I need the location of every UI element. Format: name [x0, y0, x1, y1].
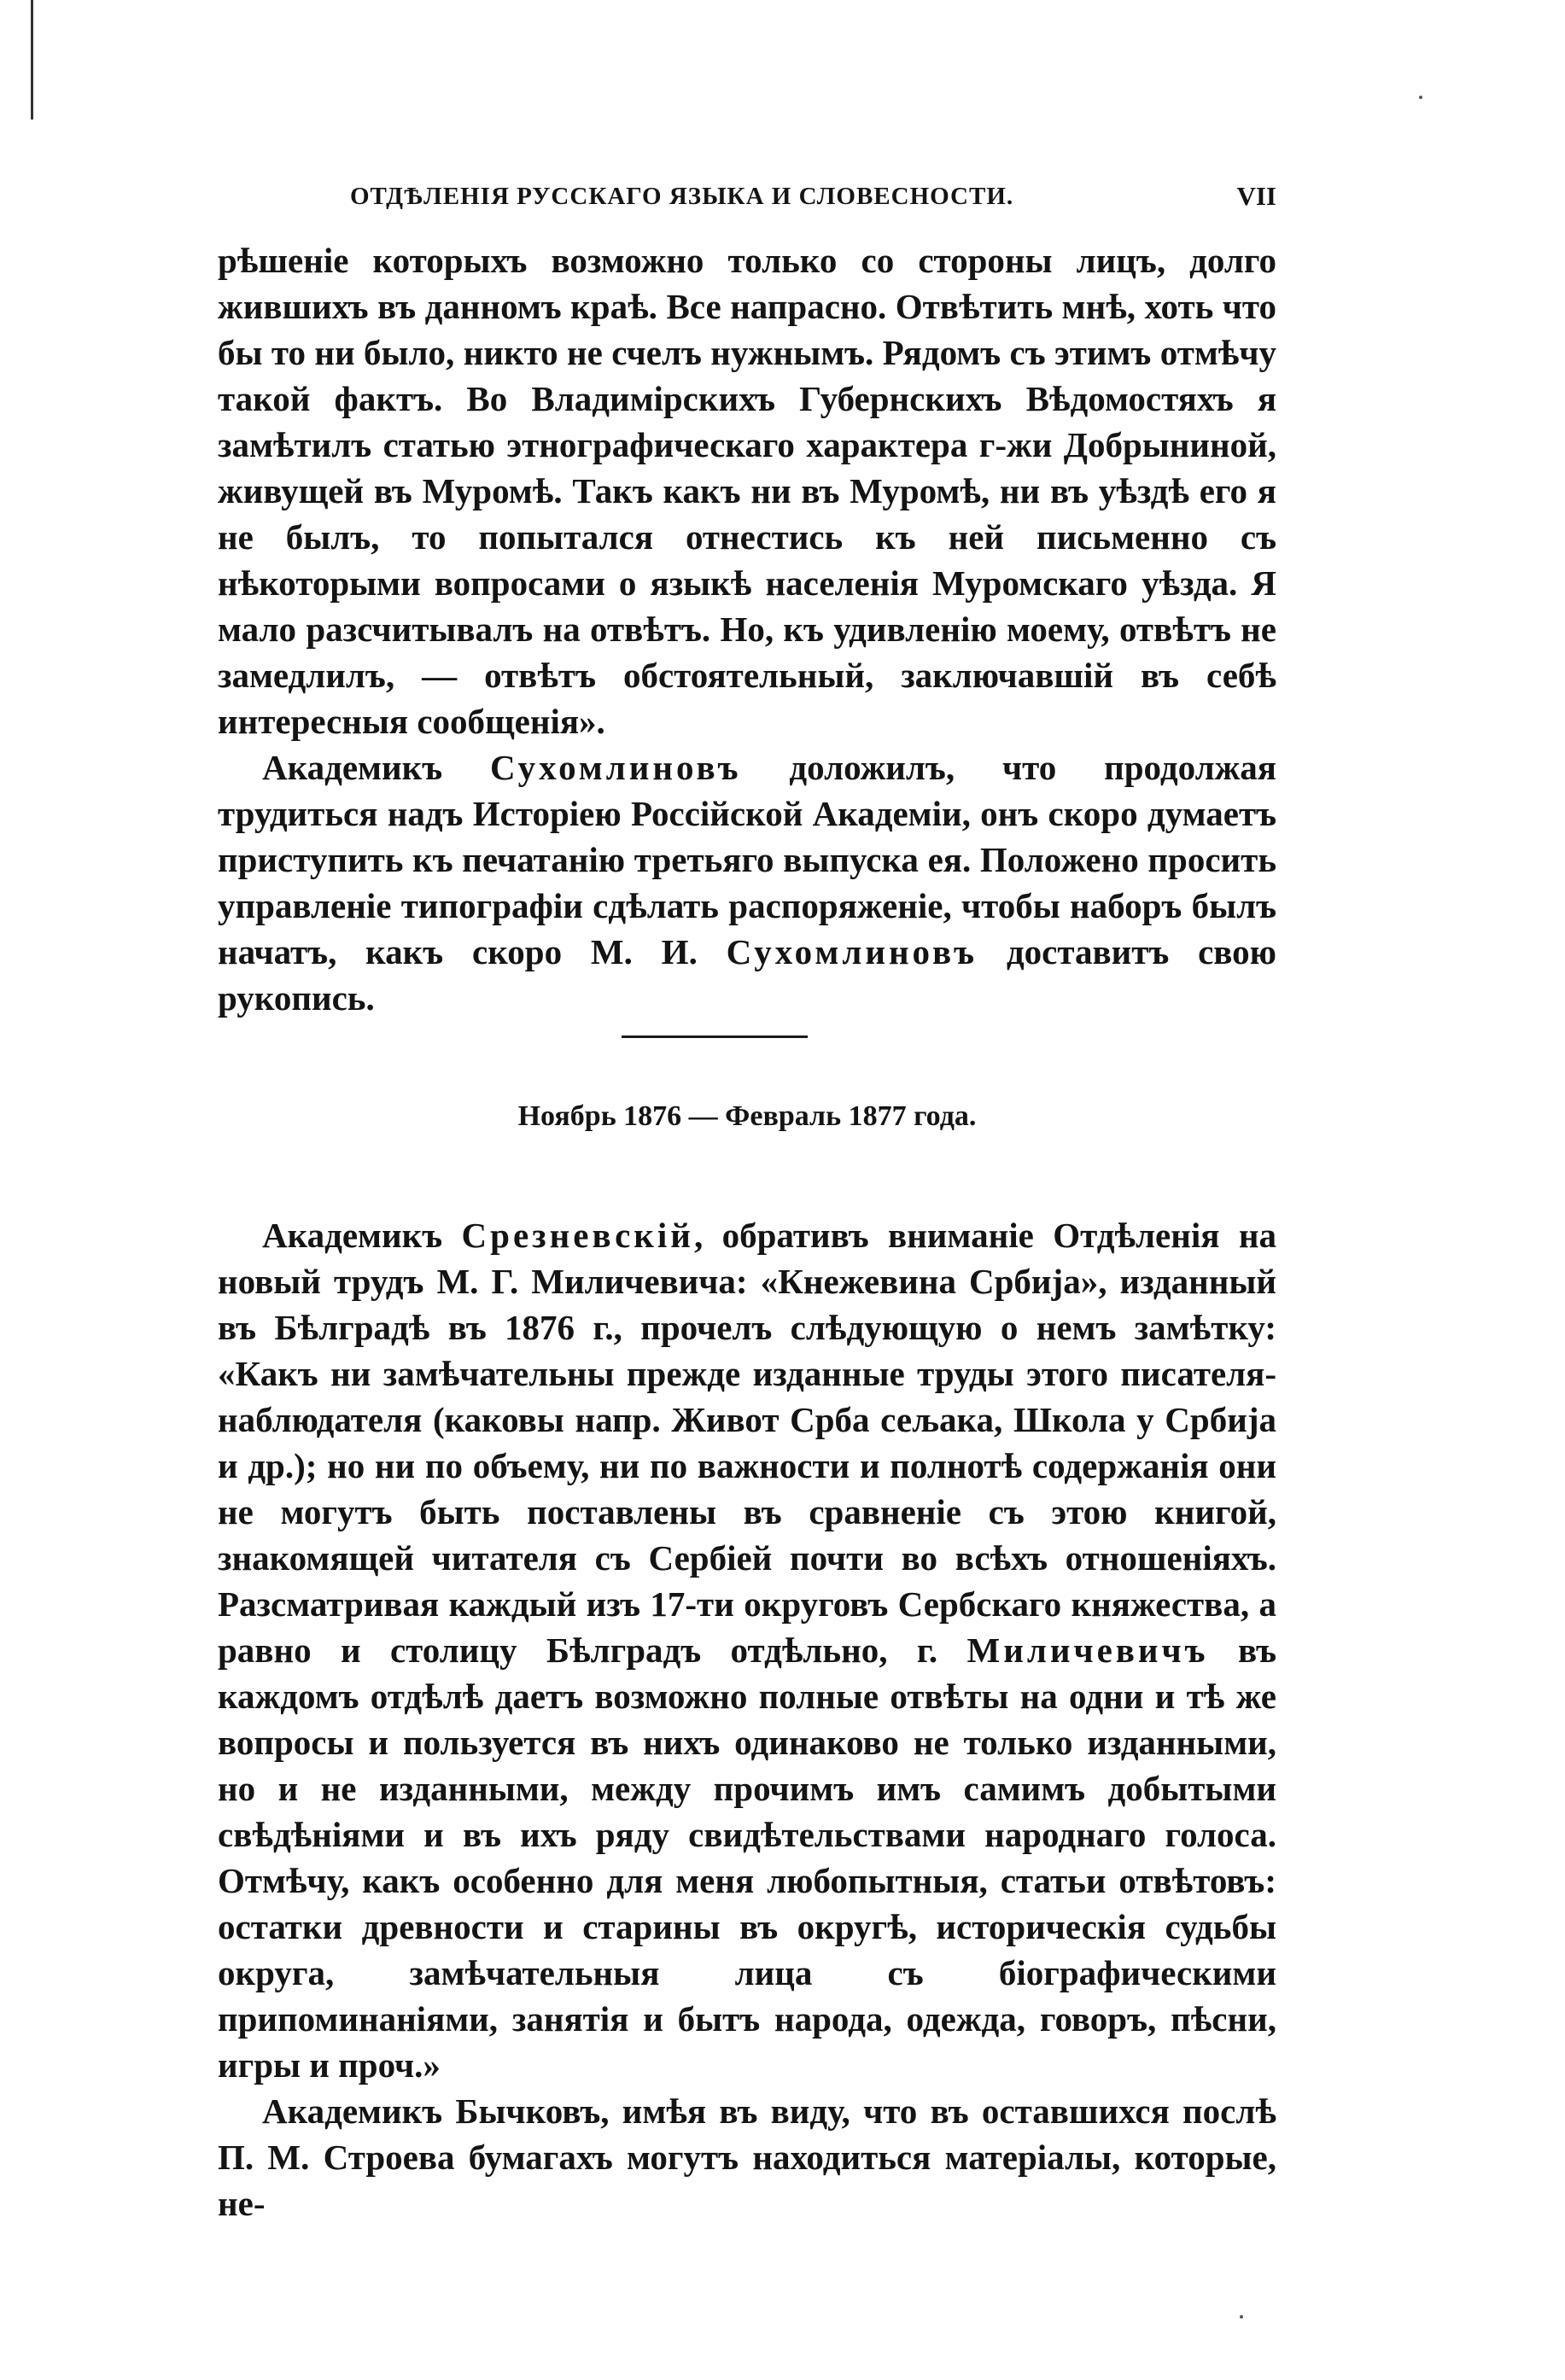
- paragraph-text: Академикъ: [262, 1216, 462, 1255]
- scan-edge-mark: [31, 0, 33, 120]
- scan-speck: [1240, 2315, 1243, 2319]
- person-name: Сухомлиновъ: [490, 748, 742, 787]
- paragraph-text: Академикъ: [262, 748, 491, 787]
- paragraph-text: доставитъ свою рукопись.: [218, 932, 1276, 1018]
- person-name: Миличевичъ: [966, 1630, 1209, 1670]
- section-divider: [622, 1035, 808, 1038]
- paragraph-text: въ каждомъ отдѣлѣ даетъ возможно полные отвѣты на одни и тѣ же вопросы и пользуется въ нихъ одинаково не только изданными, но и не изданными, между прочимъ имъ самимъ добытыми свѣдѣніями и въ ихъ ряду свидѣтельствами народнаго голоса. Отмѣчу, какъ особенно для меня любопытныя, статьи отвѣтовъ: остатки древности и старины въ округѣ, историческія судьбы округа, замѣчательныя лица съ біографическими припоминаніями, занятія и бытъ народа, одежда, говоръ, пѣсни, игры и проч.»: [218, 1630, 1276, 2085]
- scan-speck: [1419, 96, 1422, 99]
- text-block-bottom: [218, 1212, 1276, 2226]
- page-header: [218, 175, 1276, 218]
- paragraph-sukhomlinov: [218, 744, 1276, 1021]
- text-block-top: [218, 237, 1276, 1021]
- section-date-heading: Ноябрь 1876 — Февраль 1877 года.: [517, 1100, 977, 1132]
- running-title: ОТДѢЛЕНІЯ РУССКАГО ЯЗЫКА И СЛОВЕСНОСТИ.: [350, 183, 1014, 210]
- paragraph-continued: рѣшеніе которыхъ возможно только со стороны лицъ, долго жившихъ въ данномъ краѣ. Все напрасно. Отвѣтить мнѣ, хоть что бы то ни было, никто не счелъ нужнымъ. Рядомъ съ этимъ отмѣчу такой фактъ. Во Владимірскихъ Губернскихъ Вѣдомостяхъ я замѣтилъ статью этнографическаго характера г-жи Добрыниной, живущей въ Муромѣ. Такъ какъ ни въ Муромѣ, ни въ уѣздѣ его я не былъ, то попытался отнестись къ ней письменно съ нѣкоторыми вопросами о языкѣ населенія Муромскаго уѣзда. Я мало разсчитывалъ на отвѣтъ. Но, къ удивленію моему, отвѣтъ не замедлилъ, — отвѣтъ обстоятельный, заключавшій въ себѣ интересныя сообщенія».: [218, 241, 1276, 741]
- person-name: Срезневскій: [461, 1216, 694, 1255]
- person-name: Сухомлиновъ: [726, 932, 978, 971]
- paragraph-text: доложилъ, что продолжая трудиться надъ Исторіею Россійской Академіи, онъ скоро думаетъ приступить къ печатанію третьяго выпуска ея. Положено просить управленіе типографіи сдѣлать распоряженіе, чтобы наборъ былъ начатъ, какъ скоро М. И.: [218, 748, 1276, 971]
- page-number: VII: [1236, 181, 1276, 211]
- paragraph-text: , обративъ вниманіе Отдѣленія на новый трудъ М. Г. Миличевича: «Кнежевина Србија», изданный въ Бѣлградѣ въ 1876 г., прочелъ слѣдующую о немъ замѣтку: «Какъ ни замѣчательны прежде изданные труды этого писателя-наблюдателя (каковы напр. Живот Срба сељака, Школа у Србија и др.); но ни по объему, ни по важности и полнотѣ содержанія они не могутъ быть поставлены въ сравненіе съ этою книгой, знакомящей читателя съ Сербіей почти во всѣхъ отношеніяхъ. Разсматривая каждый изъ 17-ти округовъ Сербскаго княжества, а равно и столицу Бѣлградъ отдѣльно, г.: [218, 1216, 1276, 1670]
- paragraph-sreznevsky: [218, 1212, 1276, 2088]
- paragraph-bychkov: Академикъ Бычковъ, имѣя въ виду, что въ оставшихся послѣ П. М. Строева бумагахъ могутъ находиться матеріалы, которые, не-: [218, 2091, 1276, 2223]
